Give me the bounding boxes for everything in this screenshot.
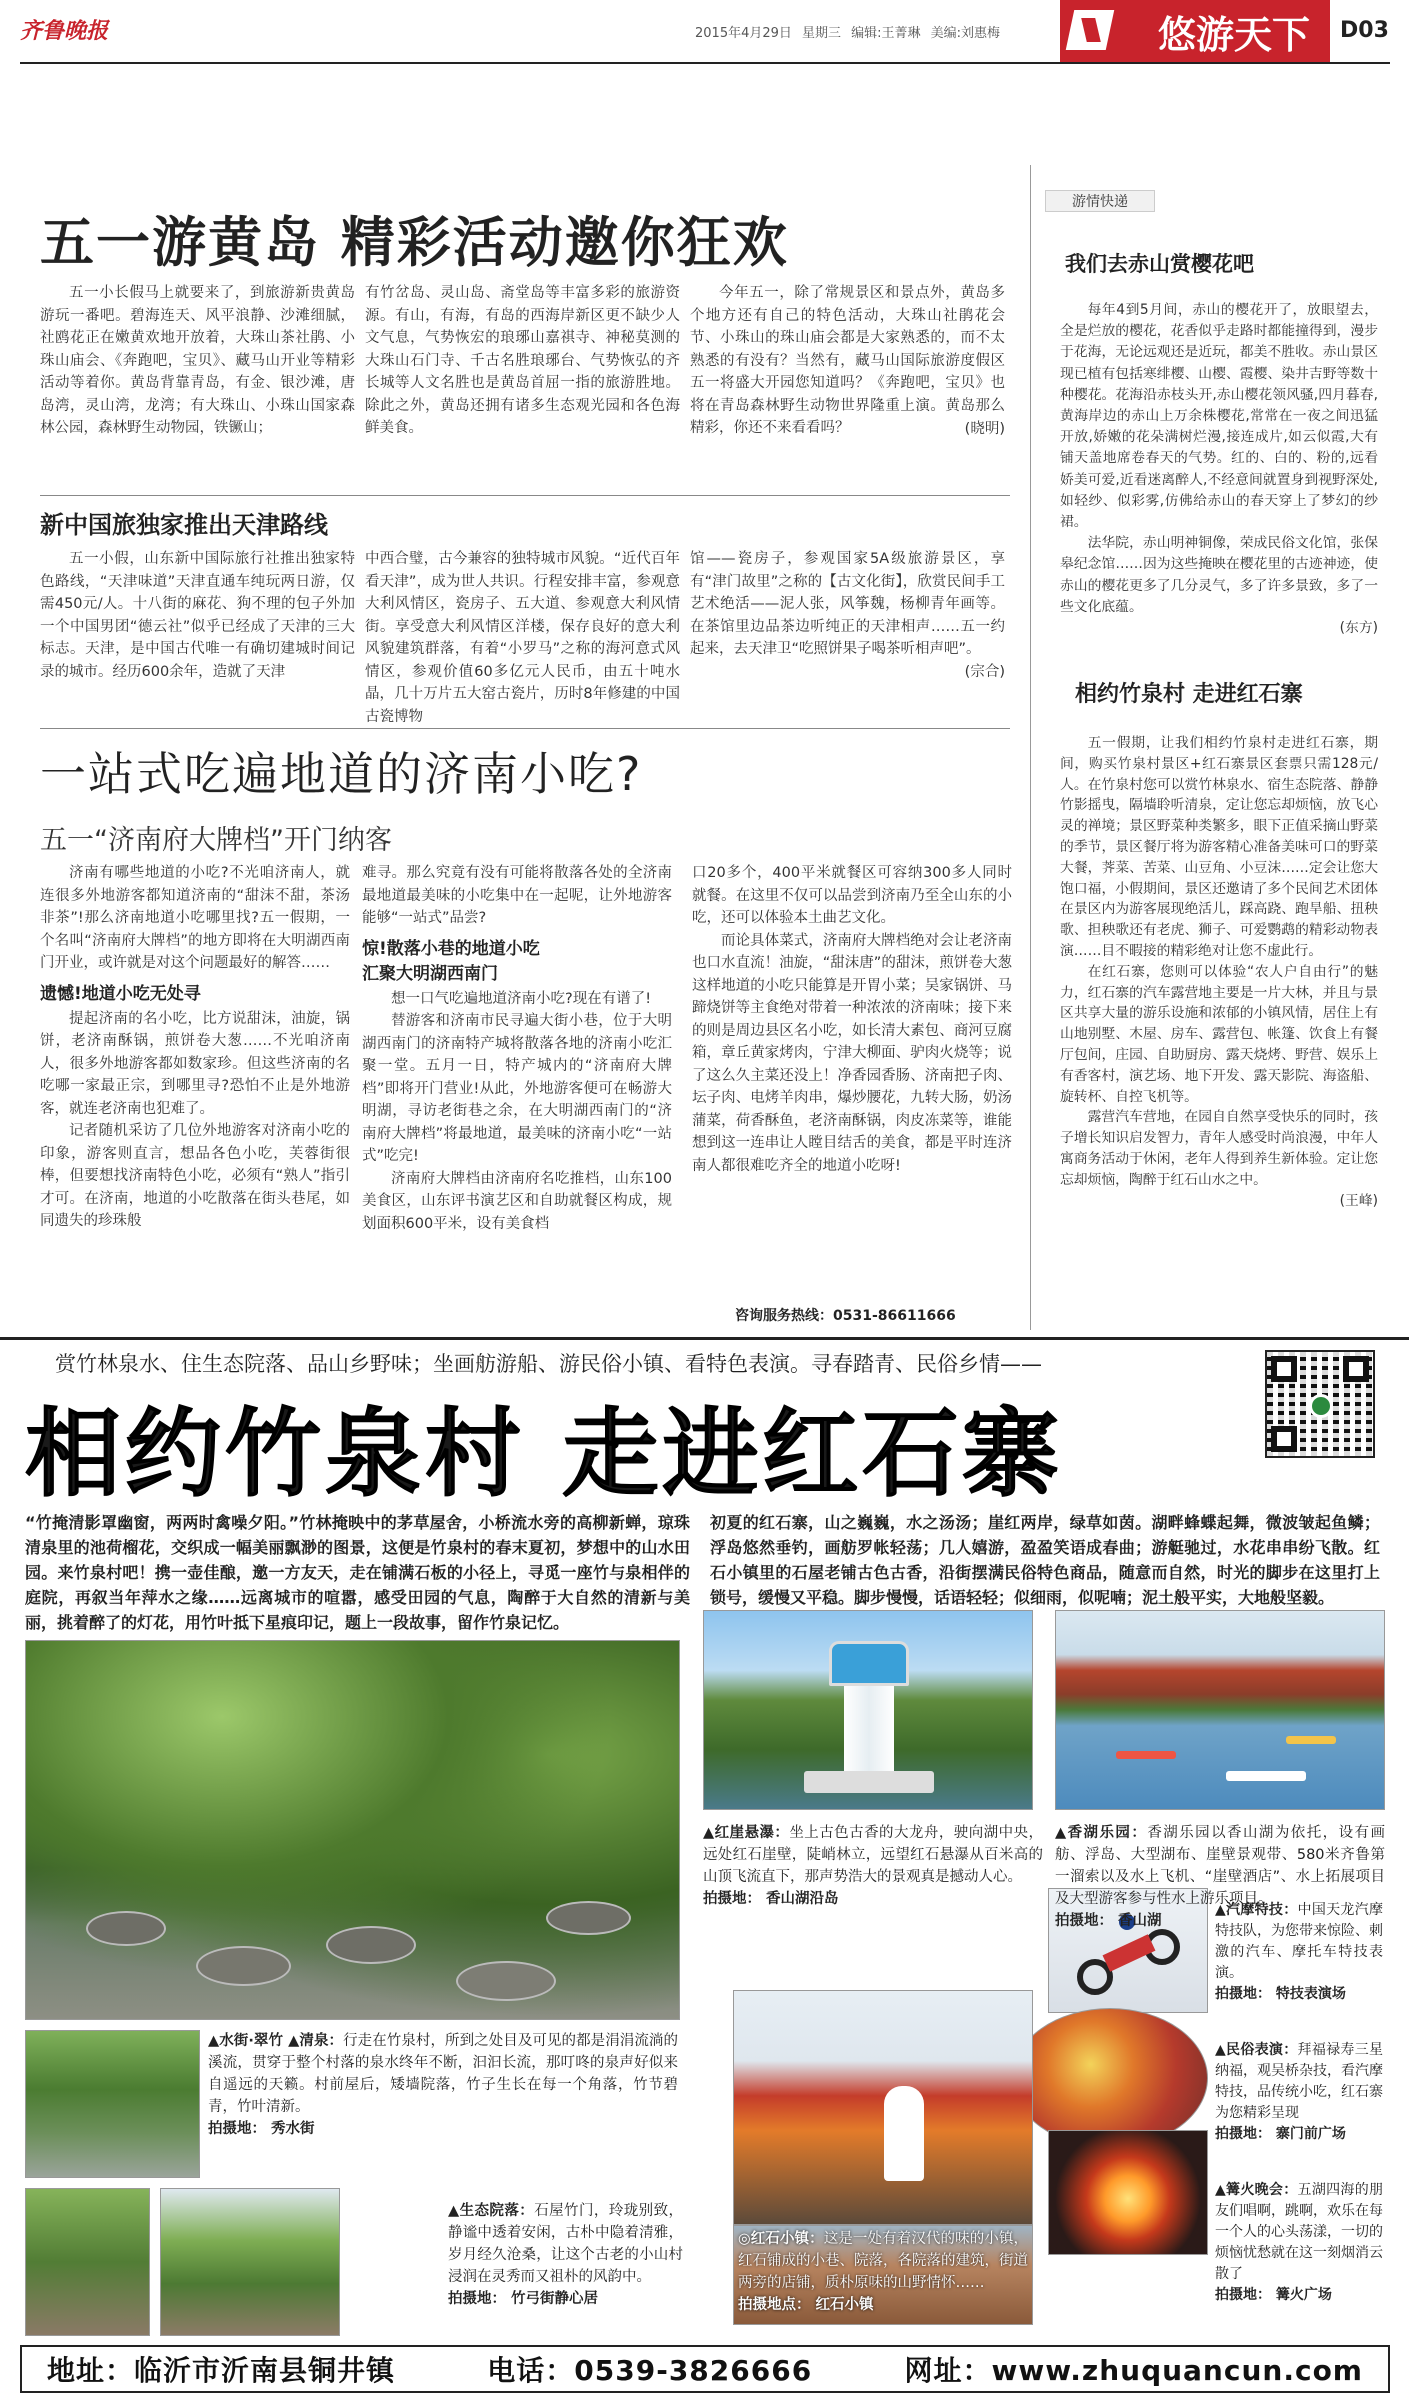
jinan-section-head-2: 惊!散落小巷的地道小吃 [362, 938, 540, 959]
section-title: 悠游天下 [1157, 12, 1310, 57]
footer-address: 地址：临沂市沂南县铜井镇 [47, 2354, 396, 2387]
caption-folk-location: 拍摄地： 寨门前广场 [1215, 2126, 1346, 2142]
sidebar-article-1-para-2: 法华院，赤山明神铜像，荣成民俗文化馆，张保皋纪念馆……因为这些掩映在樱花里的古迹神迹，使赤山的樱花更多了几分灵气，多了许多景致，多了一些文化底蕴。 [1060, 535, 1378, 615]
water-street-photo [25, 2030, 200, 2178]
waterfall-photo [703, 1610, 1033, 1810]
jinan-subheadline: 五一“济南府大牌档”开门纳客 [40, 825, 392, 856]
jinan-text-6: 替游客和济南市民寻遍大街小巷，位于大明湖西南门的济南特产城将散落各地的济南小吃汇聚一堂。五月一日，特产城内的“济南府大牌档”即将开门营业!从此，外地游客便可在畅游大明湖，寻访老街巷之余，在大明湖西南门的“济南府大牌档”将最地道，最美味的济南小吃“一站式”吃完! [362, 1013, 672, 1164]
tianjin-col-1 [40, 548, 355, 728]
caption-spring-label: ▲清泉： [288, 2033, 344, 2049]
jinan-text-9: 而论具体菜式，济南府大牌档绝对会让老济南也口水直流！油旋，“甜沫唐”的甜沫，煎饼卷大葱这样地道的小吃只能算是开胃小菜；吴家锅饼、马蹄烧饼等主食绝对带着一种浓浓的济南味；接下来的则是周边县区名小吃，如长清大素包、商河豆腐箱，章丘黄家烤肉，宁津大柳面、驴肉火烧等；说了这么久主菜还没上！净香园香肠、济南把子肉、坛子肉、电烤羊肉串，爆炒腰花，九转大肠，奶汤蒲菜，荷香酥鱼，老济南酥锅，肉皮冻菜等，谁能想到这一连串让人瞠目结舌的美食，都是平时连济南人都很难吃齐全的地道小吃呀! [692, 932, 1012, 1174]
caption-stunts [1215, 1900, 1383, 2005]
caption-lake-park-location: 拍摄地： 香山湖 [1055, 1913, 1162, 1929]
huangdao-col-2 [365, 282, 680, 487]
caption-bonfire-label: ▲篝火晚会： [1215, 2182, 1298, 2198]
bamboo-stream-photo [25, 1640, 680, 2020]
sidebar-divider [1030, 165, 1031, 1330]
tianjin-col-2 [365, 548, 680, 728]
caption-eco-courtyard-label: ▲生态院落： [448, 2203, 535, 2219]
jinan-contact: 咨询服务热线：0531-86611666 [735, 1308, 956, 1324]
caption-water-street-label: ▲水街·翠竹 [208, 2033, 284, 2049]
caption-red-stone-town-location: 拍摄地点： 红石小镇 [738, 2297, 874, 2313]
jinan-col-3 [692, 862, 1012, 1302]
sidebar-tag: 游情快递 [1045, 190, 1155, 212]
jinan-text-1: 济南有哪些地道的小吃?不光咱济南人，就连很多外地游客都知道济南的“甜沫不甜，茶汤非茶”!那么济南地道小吃哪里找?五一假期，一个名叫“济南府大牌档”的地方即将在大明湖西南门开业，或许就是对这个问题最好的解答…… [40, 865, 350, 971]
jinan-section-head-3: 汇聚大明湖西南门 [362, 963, 498, 984]
jinan-section-head-1: 遗憾!地道小吃无处寻 [40, 983, 201, 1004]
ad-title: 相约竹泉村 走进红石寨 [25, 1398, 1063, 1510]
caption-spring-text: 行走在竹泉村，所到之处目及可见的都是涓涓流淌的溪流，贯穿于整个村落的泉水终年不断，汩汩长流，那叮咚的泉声好似来自遥远的天籁。村前屋后，矮墙院落，竹子生长在每一个角落，竹节碧青，竹叶清新。 [208, 2033, 678, 2115]
jinan-text-5: 想一口气吃遍地道济南小吃?现在有谱了! [391, 990, 652, 1007]
ad-slogan: 赏竹林泉水、住生态院落、品山乡野味；坐画舫游船、游民俗小镇、看特色表演。寻春踏青、民俗乡情—— [55, 1352, 1042, 1376]
huangdao-text-1: 五一小长假马上就要来了，到旅游新贵黄岛游玩一番吧。碧海连天、风平浪静、沙滩细腻，社鸥花正在嫩黄欢地开放着，大珠山茶社鹃、小珠山庙会、《奔跑吧，宝贝》、藏马山开业等精彩活动等着你。黄岛背靠青岛，有金、银沙滩，唐岛湾，灵山湾，龙湾；有大珠山、小珠山国家森林公园，森林野生动物园，铁镢山； [40, 285, 355, 436]
tianjin-text-1: 五一小假，山东新中国际旅行社推出独家特色路线，“天津味道”天津直通车纯玩两日游，仅需450元/人。十八街的麻花、狗不理的包子外加一个中国男团“德云社”似乎已经成了天津的三大标志。天津，是中国古代唯一有确切建城时间记录的城市。经历600余年，造就了天津 [40, 551, 355, 680]
jinan-text-7: 济南府大牌档由济南府名吃推档，山东100美食区，山东评书演艺区和自助就餐区构成，规划面积600平米，设有美食档 [362, 1170, 672, 1232]
huangdao-col-3 [690, 282, 1005, 487]
caption-spring [208, 2030, 678, 2140]
huangdao-col-1 [40, 282, 355, 487]
caption-red-cliff-location: 拍摄地： 香山湖沿岛 [703, 1891, 839, 1907]
sidebar-article-2-title: 相约竹泉村 走进红石寨 [1075, 682, 1303, 707]
newspaper-logo: 齐鲁晚报 [20, 18, 109, 44]
folk-performance-photo [1012, 2008, 1208, 2148]
ad-footer [20, 2345, 1390, 2393]
sidebar-article-1-para-1: 每年4到5月间，赤山的樱花开了，放眼望去，全是烂放的樱花，花香似乎走路时都能撞得到，漫步于花海，无论远观还是近玩，都美不胜收。赤山景区现已植有包括寒绯樱、山樱、霞樱、染井吉野等数十种樱花。花海沿赤枝头开,赤山樱花领风骚,四月暮春,黄海岸边的赤山上万余株樱花,常常在一夜之间迅猛开放,娇嫩的花朵满树烂漫,接连成片,如云似霞,大有铺天盖地席卷春天的气势。红的、白的、粉的,远看娇美可爱,近看迷离醉人,不经意间就置身到视野深处,如轻纱、似彩雾,仿佛给赤山的春天穿上了梦幻的纱裙。 [1060, 302, 1378, 531]
page-number: D03 [1340, 18, 1389, 43]
qr-code [1265, 1350, 1375, 1458]
sidebar-article-2-byline: (王峰) [1339, 1192, 1378, 1209]
crowd-photo [733, 1990, 1033, 2225]
huangdao-headline: 五一游黄岛 精彩活动邀你狂欢 [40, 211, 789, 274]
caption-bonfire [1215, 2180, 1383, 2306]
section-logo-icon [1066, 10, 1115, 50]
sidebar-article-2-para-3: 露营汽车营地，在园自自然享受快乐的同时，孩子增长知识启发智力，青年人感受时尚浪漫，中年人寓商务活动于休闲，老年人得到养生新体验。定让您忘却烦恼，陶醉于红石山水之中。 [1060, 1109, 1378, 1188]
issue-info: 2015年4月29日 星期三 编辑:王菁琳 美编:刘惠梅 [695, 26, 1001, 41]
caption-red-stone-town-text: 这是一处有着汉代的味的小镇，红石铺成的小巷、院落，各院落的建筑，街道两旁的店铺，质朴原味的山野情怀…… [738, 2231, 1028, 2291]
tianjin-text-2: 中西合璧，古今兼容的独特城市风貌。“近代百年看天津”，成为世人共识。行程安排丰富，参观意大利风情区，瓷房子、五大道、参观意大利风情街。享受意大利风情区洋楼，保存良好的意大利风貌建筑群落，有着“小罗马”之称的海河意式风情区，参观价值60多亿元人民币，由五十吨水晶，几十万片五大窑古瓷片，历时8年修建的中国古瓷博物 [365, 551, 680, 725]
jinan-text-3: 记者随机采访了几位外地游客对济南小吃的印象，游客则直言，想品各色小吃，芙蓉街很棒，但要想找济南特色小吃，必须有“熟人”指引才可。在济南，地道的小吃散落在街头巷尾，如同遗失的珍珠般 [40, 1123, 350, 1229]
jinan-text-2: 提起济南的名小吃，比方说甜沫，油旋，锅饼，老济南酥锅，煎饼卷大葱……不光咱济南人，很多外地游客都如数家珍。但这些济南的名吃哪一家最正宗，到哪里寻?恐怕不止是外地游客，就连老济南也犯难了。 [40, 1010, 350, 1117]
section-header [1060, 0, 1330, 62]
caption-red-cliff-label: ▲红崖悬瀑： [703, 1825, 790, 1841]
top-rule [20, 62, 1390, 64]
footer-website[interactable]: 网址：www.zhuquancun.com [904, 2354, 1363, 2387]
sidebar-article-2 [1060, 733, 1378, 1328]
caption-stunts-label: ▲汽摩特技： [1215, 1902, 1298, 1918]
rule-2 [40, 728, 1010, 729]
caption-bonfire-text: 五湖四海的朋友们唱啊，跳啊，欢乐在每一个人的心头荡漾，一切的烦恼忧愁就在这一刻烟消云散了 [1215, 2182, 1383, 2282]
sidebar-article-2-para-1: 五一假期，让我们相约竹泉村走进红石寨，期间，购买竹泉村景区+红石寨景区套票只需128元/人。在竹泉村您可以赏竹林泉水、宿生态院落、静静竹影摇曳，隔墙聆听清泉，定让您忘却烦恼，放飞心灵的禅境；景区野菜种类繁多，眼下正值采摘山野菜的季节，景区餐厅将为游客精心准备美味可口的野菜大餐，荠菜、苦菜、山豆角、小豆沫……定会让您大饱口福，小假期间，景区还邀请了多个民间艺术团体在景区内为游客展现绝活儿，踩高跷、跑旱船、扭秧歌、担秧歌还有老虎、狮子、可爱鹦鹉的精彩动物表演……目不暇接的精彩绝对让您不虚此行。 [1060, 735, 1378, 959]
caption-folk-text: 拜福禄寿三星纳福，观吴桥杂技，看汽摩特技，品传统小吃，红石寨为您精彩呈现 [1215, 2042, 1383, 2121]
caption-red-cliff-waterfall [703, 1822, 1043, 1910]
tianjin-byline: (宗合) [964, 663, 1005, 680]
huangdao-byline: (晓明) [964, 420, 1005, 437]
caption-red-stone-town-label: ◎红石小镇： [738, 2231, 824, 2247]
caption-spring-location: 拍摄地： 秀水街 [208, 2121, 315, 2137]
ad-intro-left-text: “竹掩清影罩幽窗，两两时禽噪夕阳。”竹林掩映中的茅草屋舍，小桥流水旁的高柳新蝉，琼珠清泉里的池荷榴花，交织成一幅美丽飘渺的图景，这便是竹泉村的春末夏初，梦想中的山水田园。来竹泉村吧！携一壶佳酿，邀一方友天，走在铺满石板的小径上，寻觅一座竹与泉相伴的庭院，再叙当年萍水之缘……远离城市的喧嚣，感受田园的气息，陶醉于大自然的清新与美丽，挑着醉了的灯花，用竹叶抵下星痕印记，题上一段故事，留作竹泉记忆。 [25, 1513, 690, 1632]
jinan-headline: 一站式吃遍地道的济南小吃? [40, 747, 643, 801]
jinan-col-2 [362, 862, 672, 1327]
tianjin-headline: 新中国旅独家推出天津路线 [40, 511, 328, 539]
sidebar-article-2-para-2: 在红石寨，您则可以体验“农人户自由行”的魅力，红石寨的汽车露营地主要是一片大林，并且与景区共享大量的游乐设施和浓郁的小镇风情，居住上有山地别墅、木屋、房车、露营包、帐篷、饮食上有餐厅包间，庄园、自助厨房、露天烧烤、野营、娱乐上有香客村，演艺场、地下开发、露天影院、海盗船、旋转杯、自控飞机等。 [1060, 963, 1378, 1105]
caption-eco-courtyard-location: 拍摄地： 竹弓街静心居 [448, 2291, 599, 2307]
caption-lake-park-label: ▲香湖乐园： [1055, 1825, 1148, 1841]
rule-1 [40, 495, 1010, 496]
ad-intro-left [25, 1510, 690, 1638]
caption-red-stone-town [738, 2228, 1028, 2316]
caption-eco-courtyard-text: 石屋竹门，玲珑别致，静谧中透着安闲，古朴中隐着清雅，岁月经久沧桑，让这个古老的小山村浸润在灵秀而又祖朴的风韵中。 [448, 2203, 684, 2285]
caption-bonfire-location: 拍摄地： 篝火广场 [1215, 2287, 1332, 2303]
huangdao-text-3: 今年五一，除了常规景区和景点外，黄岛多个地方还有自己的特色活动，大珠山社鹃花会节、小珠山的珠山庙会都是大家熟悉的，而不太熟悉的有没有？当然有，藏马山国际旅游度假区五一将盛大开园您知道吗？《奔跑吧，宝贝》也将在青岛森林野生动物世界隆重上演。黄岛那么精彩，你还不来看看吗？ [690, 285, 1005, 436]
caption-stunts-text: 中国天龙汽摩特技队，为您带来惊险、刺激的汽车、摩托车特技表演。 [1215, 1902, 1383, 1981]
caption-lake-park-text: 香湖乐园以香山湖为依托，设有画舫、浮岛、大型湖布、崖壁景观带、580米齐鲁第一溜索以及水上飞机、“崖壁酒店”、水上拓展项目及大型游客参与性水上游乐项目。 [1055, 1825, 1386, 1907]
caption-eco-courtyard [448, 2200, 683, 2310]
caption-red-cliff-text: 坐上古色古香的大龙舟，驶向湖中央，远处红石崖壁，陡峭林立，远望红石悬瀑从百米高的山顶飞流直下，那声势浩大的景观真是撼动人心。 [703, 1825, 1044, 1885]
sidebar-article-1-title: 我们去赤山赏樱花吧 [1065, 252, 1254, 276]
caption-stunts-location: 拍摄地： 特技表演场 [1215, 1986, 1346, 2002]
jinan-text-4: 难寻。那么究竟有没有可能将散落各处的全济南最地道最美味的小吃集中在一起呢，让外地游客能够“一站式”品尝? [362, 865, 672, 926]
sidebar-article-1 [1060, 300, 1378, 740]
jinan-text-8: 口20多个，400平米就餐区可容纳300多人同时就餐。在这里不仅可以品尝到济南乃至全山东的小吃，还可以体验本土曲艺文化。 [692, 865, 1012, 926]
tianjin-text-3: 馆——瓷房子，参观国家5A级旅游景区，享有“津门故里”之称的【古文化街】，欣赏民间手工艺术绝活——泥人张，风筝魏，杨柳青年画等。在茶馆里边品茶边听纯正的天津相声……五一约起来，去天津卫“吃照饼果子喝茶听相声吧”。 [690, 551, 1005, 657]
tianjin-col-3 [690, 548, 1005, 728]
bonfire-photo [1048, 2130, 1208, 2255]
caption-folk-label: ▲民俗表演： [1215, 2042, 1298, 2058]
eco-courtyard-photo-2 [160, 2188, 340, 2336]
sidebar-article-1-byline: (东方) [1339, 620, 1378, 637]
eco-courtyard-photo-1 [25, 2188, 150, 2336]
caption-folk [1215, 2040, 1383, 2145]
jinan-col-1 [40, 862, 350, 1327]
footer-phone: 电话：0539-3826666 [487, 2354, 813, 2387]
ad-intro-right-text: 初夏的红石寨，山之巍巍，水之汤汤；崖红两岸，绿草如茵。湖畔蜂蝶起舞，微波皱起鱼鳞；浮岛悠然垂钓，画舫罗帐轻荡；几人嬉游，盈盈笑语成春曲；游艇驰过，水花串串纷飞散。红石小镇里的石屋老铺古色古香，沿街摆满民俗特色商品，随意而自然，时光的脚步在这里打上锁号，缓慢又平稳。脚步慢慢，话语轻轻；似细雨，似呢喃；泥土般平实，大地般坚毅。 [710, 1513, 1380, 1607]
huangdao-text-2: 有竹岔岛、灵山岛、斋堂岛等丰富多彩的旅游资源。有山，有海，有岛的西海岸新区更不缺少人文气息，气势恢宏的琅琊山嘉祺寺、神秘莫测的大珠山石门寺、千古名胜琅琊台、气势恢弘的齐长城等人文名胜也是黄岛首屈一指的旅游胜地。除此之外，黄岛还拥有诸多生态观光园和各色海鲜美食。 [365, 285, 680, 436]
lake-park-photo [1055, 1610, 1385, 1810]
